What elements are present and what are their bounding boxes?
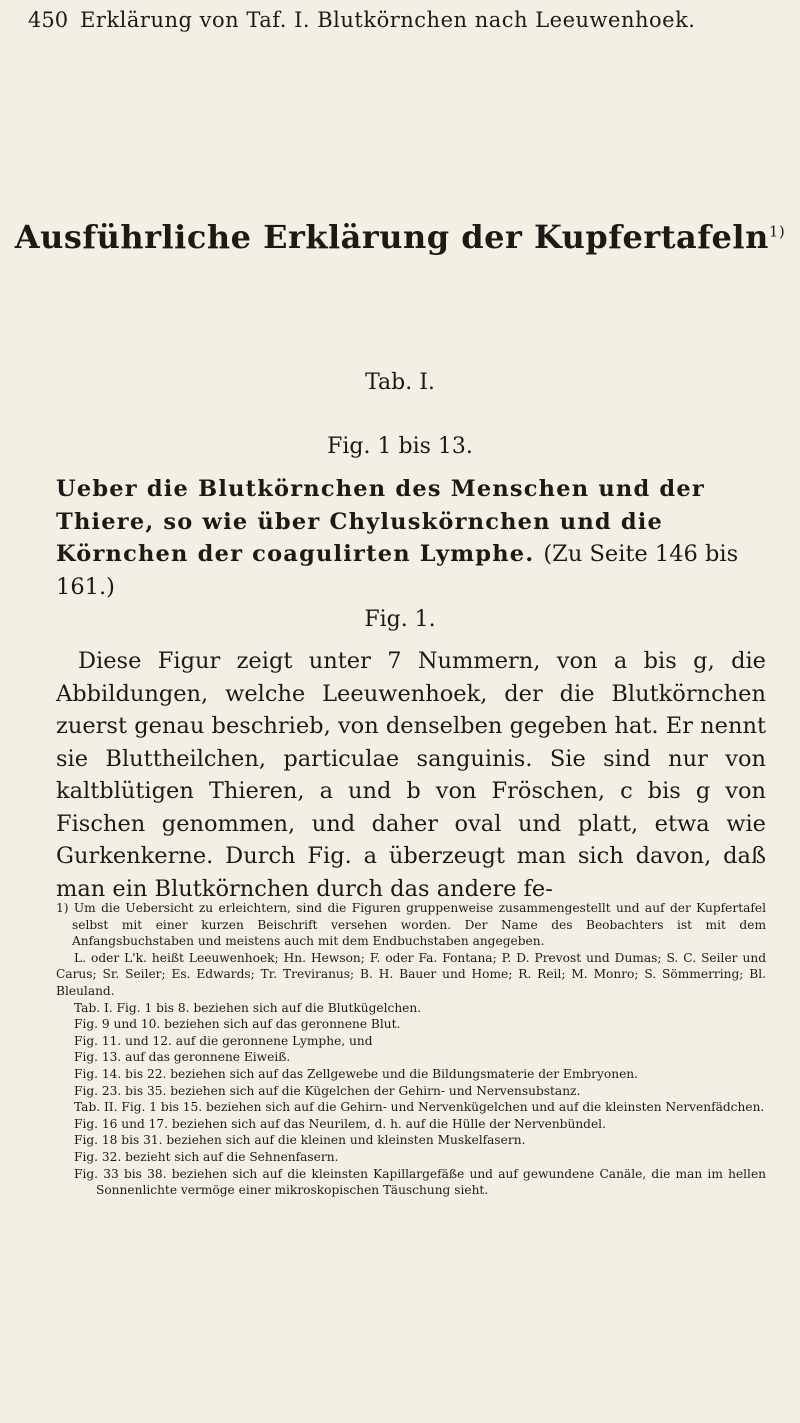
footnote-entry-ref: Fig. 16 und 17. [74,1116,169,1131]
footnote-entry-ref: Fig. 11. und 12. [74,1033,172,1048]
footnote-entry-ref: Fig. 32. [74,1149,122,1164]
footnote-entry [56,1099,766,1116]
footnote-entry-ref: Fig. 14. bis 22. [74,1066,167,1081]
footnote-intro-text: Um die Uebersicht zu erleichtern, sind die Figuren gruppenweise zusammengestellt und auf der Kupfertafel selbst mit einer kurzen Beischrift versehen worden. Der Name des Beobachters ist mit dem Anfangsbuchstaben und meistens auch mit dem Endbuchstaben angegeben. [72,901,766,949]
footnote-entry-ref: Fig. 23. bis 35. [74,1083,167,1098]
footnote-entry [56,1166,766,1199]
main-title-text: Ausführliche Erklärung der Kupfertafeln [14,218,769,256]
footnote-entry-ref: Tab. I. Fig. 1 bis 8. [74,1000,190,1015]
footnote-entry-ref: Fig. 13. [74,1050,122,1065]
footnote-entry-ref: Fig. 9 und 10. [74,1017,161,1032]
footnote-entry [56,1066,766,1083]
tab-label: Tab. I. [365,370,435,395]
footnote-entry-text: beziehen sich auf die kleinsten Kapillargefäße und auf gewundene Canäle, die man im hellen Sonnenlichte vermöge einer mikroskopischen Täuschung sieht. [96,1166,767,1198]
footnote-entries [56,1000,766,1199]
footnote-entry [56,1049,766,1066]
footnote-mark: 1) [56,901,69,915]
footnote-entry-text: bezieht sich auf die Sehnenfasern. [125,1149,339,1164]
footnote-entry-text: beziehen sich auf die Kügelchen der Gehirn- und Nervensubstanz. [170,1083,581,1098]
footnote-entry [56,1000,766,1017]
footnote-entry-text: beziehen sich auf die Gehirn- und Nervenkügelchen und auf die kleinsten Nervenfädchen. [206,1100,765,1115]
footnote-abbreviations: L. oder L'k. heißt Leeuwenhoek; Hn. Hewson; F. oder Fa. Fontana; P. D. Prevost und Dumas; S. C. Seiler und Carus; Sr. Seiler; Es. Edwards; Tr. Treviranus; B. H. Bauer und Home; R. Reil; M. Monro; S. Sömmerring; Bl. Bleuland. [56,950,766,998]
footnote-entry-text: auf die geronnene Lymphe, und [175,1033,373,1048]
footnote-entry-ref: Tab. II. Fig. 1 bis 15. [74,1100,203,1115]
section-heading [56,473,766,603]
running-head [28,8,760,32]
footnote-entry-ref: Fig. 18 bis 31. [74,1133,163,1148]
title-footnote-mark: 1) [768,222,786,241]
page-number: 450 [28,8,69,32]
footnote-entry-ref: Fig. 33 bis 38. [74,1166,167,1181]
fig1-paragraph: Diese Figur zeigt unter 7 Nummern, von a bis g, die Abbildungen, welche Leeuwenhoek, der die Blutkörnchen zuerst genau beschrieb, von denselben gegeben hat. Er nennt sie Bluttheilchen, particulae sanguinis. Sie sind nur von kaltblütigen Thieren, a und b von Fröschen, c bis g von Fischen genommen, und daher oval und platt, etwa wie Gurkenkerne. Durch Fig. a überzeugt man sich davon, daß man ein Blutkörnchen durch das andere fe- [56,648,766,902]
footnote-entry-text: beziehen sich auf das Neurilem, d. h. auf die Hülle der Nervenbündel. [171,1116,606,1131]
footnote-entry [56,1149,766,1166]
section-heading-text: Ueber die Blutkörnchen des Menschen und der Thiere, so wie über Chyluskörnchen und die Körnchen der coagulirten Lymphe. [56,476,705,567]
section-page-ref: (Zu Seite 146 bis 161.) [56,541,739,600]
footnote-entry [56,1083,766,1100]
footnote-entry [56,1033,766,1050]
footnote-entry-text: beziehen sich auf die kleinen und kleinsten Muskelfasern. [166,1133,526,1148]
footnote-entry-text: auf das geronnene Eiweiß. [125,1050,291,1065]
main-title [0,218,800,256]
footnote-entry-text: beziehen sich auf das geronnene Blut. [164,1017,401,1032]
footnote-entry [56,1016,766,1033]
running-head-text: Erklärung von Taf. I. Blutkörnchen nach Leeuwenhoek. [80,8,696,32]
footnote-entry [56,1132,766,1149]
footnote-entry [56,1116,766,1133]
footnote-block [56,900,766,1199]
footnote-entry-text: beziehen sich auf die Blutkügelchen. [193,1000,422,1015]
footnote-entry-text: beziehen sich auf das Zellgewebe und die Bildungsmaterie der Embryonen. [170,1066,639,1081]
fig-range-heading: Fig. 1 bis 13. [327,434,473,459]
fig1-label: Fig. 1. [364,607,436,632]
footnote-intro [56,900,766,950]
